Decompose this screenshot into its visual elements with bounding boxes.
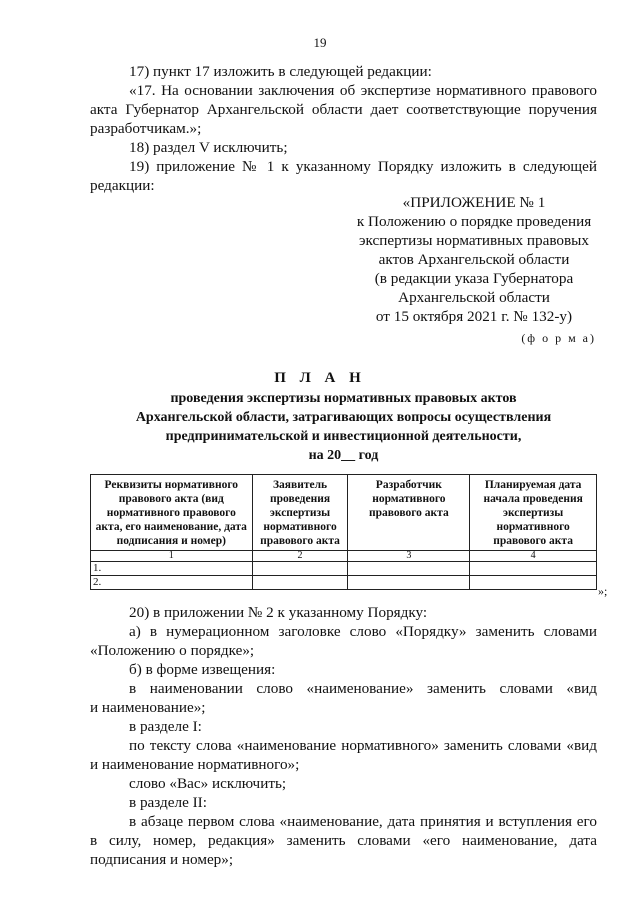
- table-cell: [470, 576, 597, 590]
- column-header: Планируемая дата начала проведения экспертизы нормативного правового акта: [470, 475, 597, 551]
- table-cell: [252, 576, 348, 590]
- text-line: в разделе II:: [129, 794, 207, 811]
- text-line: редакции:: [90, 177, 155, 194]
- text-line: разработчикам.»;: [90, 120, 202, 137]
- closing-quote: »;: [598, 584, 608, 598]
- text-line: а) в нумерационном заголовке слово «Порядку» заменить словами: [129, 623, 597, 640]
- appendix-header: [346, 193, 602, 326]
- table-row: [91, 562, 597, 576]
- column-number: 2: [252, 551, 348, 562]
- table-row: [91, 576, 597, 590]
- text-line: в силу, номер, редакция» заменить словами «его наименование, дата: [90, 832, 597, 849]
- text-line: «Положению о порядке»;: [90, 642, 255, 659]
- row-number: 1.: [91, 562, 253, 576]
- text-line: проведения экспертизы нормативных правовых актов: [170, 391, 517, 406]
- text-line: Архангельской области: [398, 289, 550, 306]
- column-header: Разработчик нормативного правового акта: [348, 475, 470, 551]
- plan-table: [90, 474, 597, 590]
- amendment-19: [90, 157, 597, 195]
- amendment-17-text: [90, 81, 597, 138]
- text-line: и наименование нормативного»;: [90, 756, 300, 773]
- text-line: в наименовании слово «наименование» заменить словами «вид: [129, 680, 597, 697]
- amendment-17-intro: [90, 62, 597, 81]
- text-line: акта Губернатор Архангельской области дает соответствующие поручения: [90, 101, 597, 118]
- text-line: к Положению о порядке проведения: [356, 213, 592, 230]
- page-number: 19: [313, 35, 327, 50]
- column-number: 3: [348, 551, 470, 562]
- table-cell: [470, 562, 597, 576]
- text-line: в разделе I:: [129, 718, 202, 735]
- column-number: 1: [91, 551, 253, 562]
- column-number: 4: [470, 551, 597, 562]
- text-line: «17. На основании заключения об экспертизе нормативного правового: [129, 82, 597, 99]
- text-line: по тексту слова «наименование нормативного» заменить словами «вид: [129, 737, 597, 754]
- table-cell: [348, 562, 470, 576]
- plan-subtitle: [90, 389, 597, 465]
- text-line: Архангельской области, затрагивающих вопросы осуществления: [135, 410, 552, 425]
- amendment-20: [90, 603, 597, 869]
- text-line: в абзаце первом слова «наименование, дата принятия и вступления его: [129, 813, 597, 830]
- table-header-row: [91, 475, 597, 551]
- column-number-row: [91, 551, 597, 562]
- text-line: экспертизы нормативных правовых: [359, 232, 589, 249]
- text-line: на 20__ год: [308, 448, 379, 463]
- text-line: 19) приложение № 1 к указанному Порядку изложить в следующей: [129, 158, 597, 175]
- text-line: и наименование»;: [90, 699, 206, 716]
- table-cell: [252, 562, 348, 576]
- text-line: слово «Вас» исключить;: [129, 775, 287, 792]
- text-line: б) в форме извещения:: [129, 661, 276, 678]
- column-header: Реквизиты нормативного правового акта (вид нормативного правового акта, его наименование, дата подписания и номер): [91, 475, 253, 551]
- text-line: 18) раздел V исключить;: [129, 139, 288, 156]
- text-line: подписания и номер»;: [90, 851, 234, 868]
- column-header: Заявитель проведения экспертизы нормативного правового акта: [252, 475, 348, 551]
- text-line: от 15 октября 2021 г. № 132-у): [375, 308, 573, 325]
- text-line: предпринимательской и инвестиционной деятельности,: [165, 429, 522, 444]
- text-line: 20) в приложении № 2 к указанному Порядку:: [129, 604, 428, 621]
- text-line: актов Архангельской области: [378, 251, 570, 268]
- table-cell: [348, 576, 470, 590]
- text-line: (в редакции указа Губернатора: [374, 270, 574, 287]
- amendment-18: [90, 138, 597, 157]
- row-number: 2.: [91, 576, 253, 590]
- appendix-title: «ПРИЛОЖЕНИЕ № 1: [402, 194, 546, 211]
- text-line: 17) пункт 17 изложить в следующей редакции:: [129, 63, 432, 80]
- plan-title: П Л А Н: [274, 370, 366, 386]
- form-label: (ф о р м а): [521, 331, 596, 345]
